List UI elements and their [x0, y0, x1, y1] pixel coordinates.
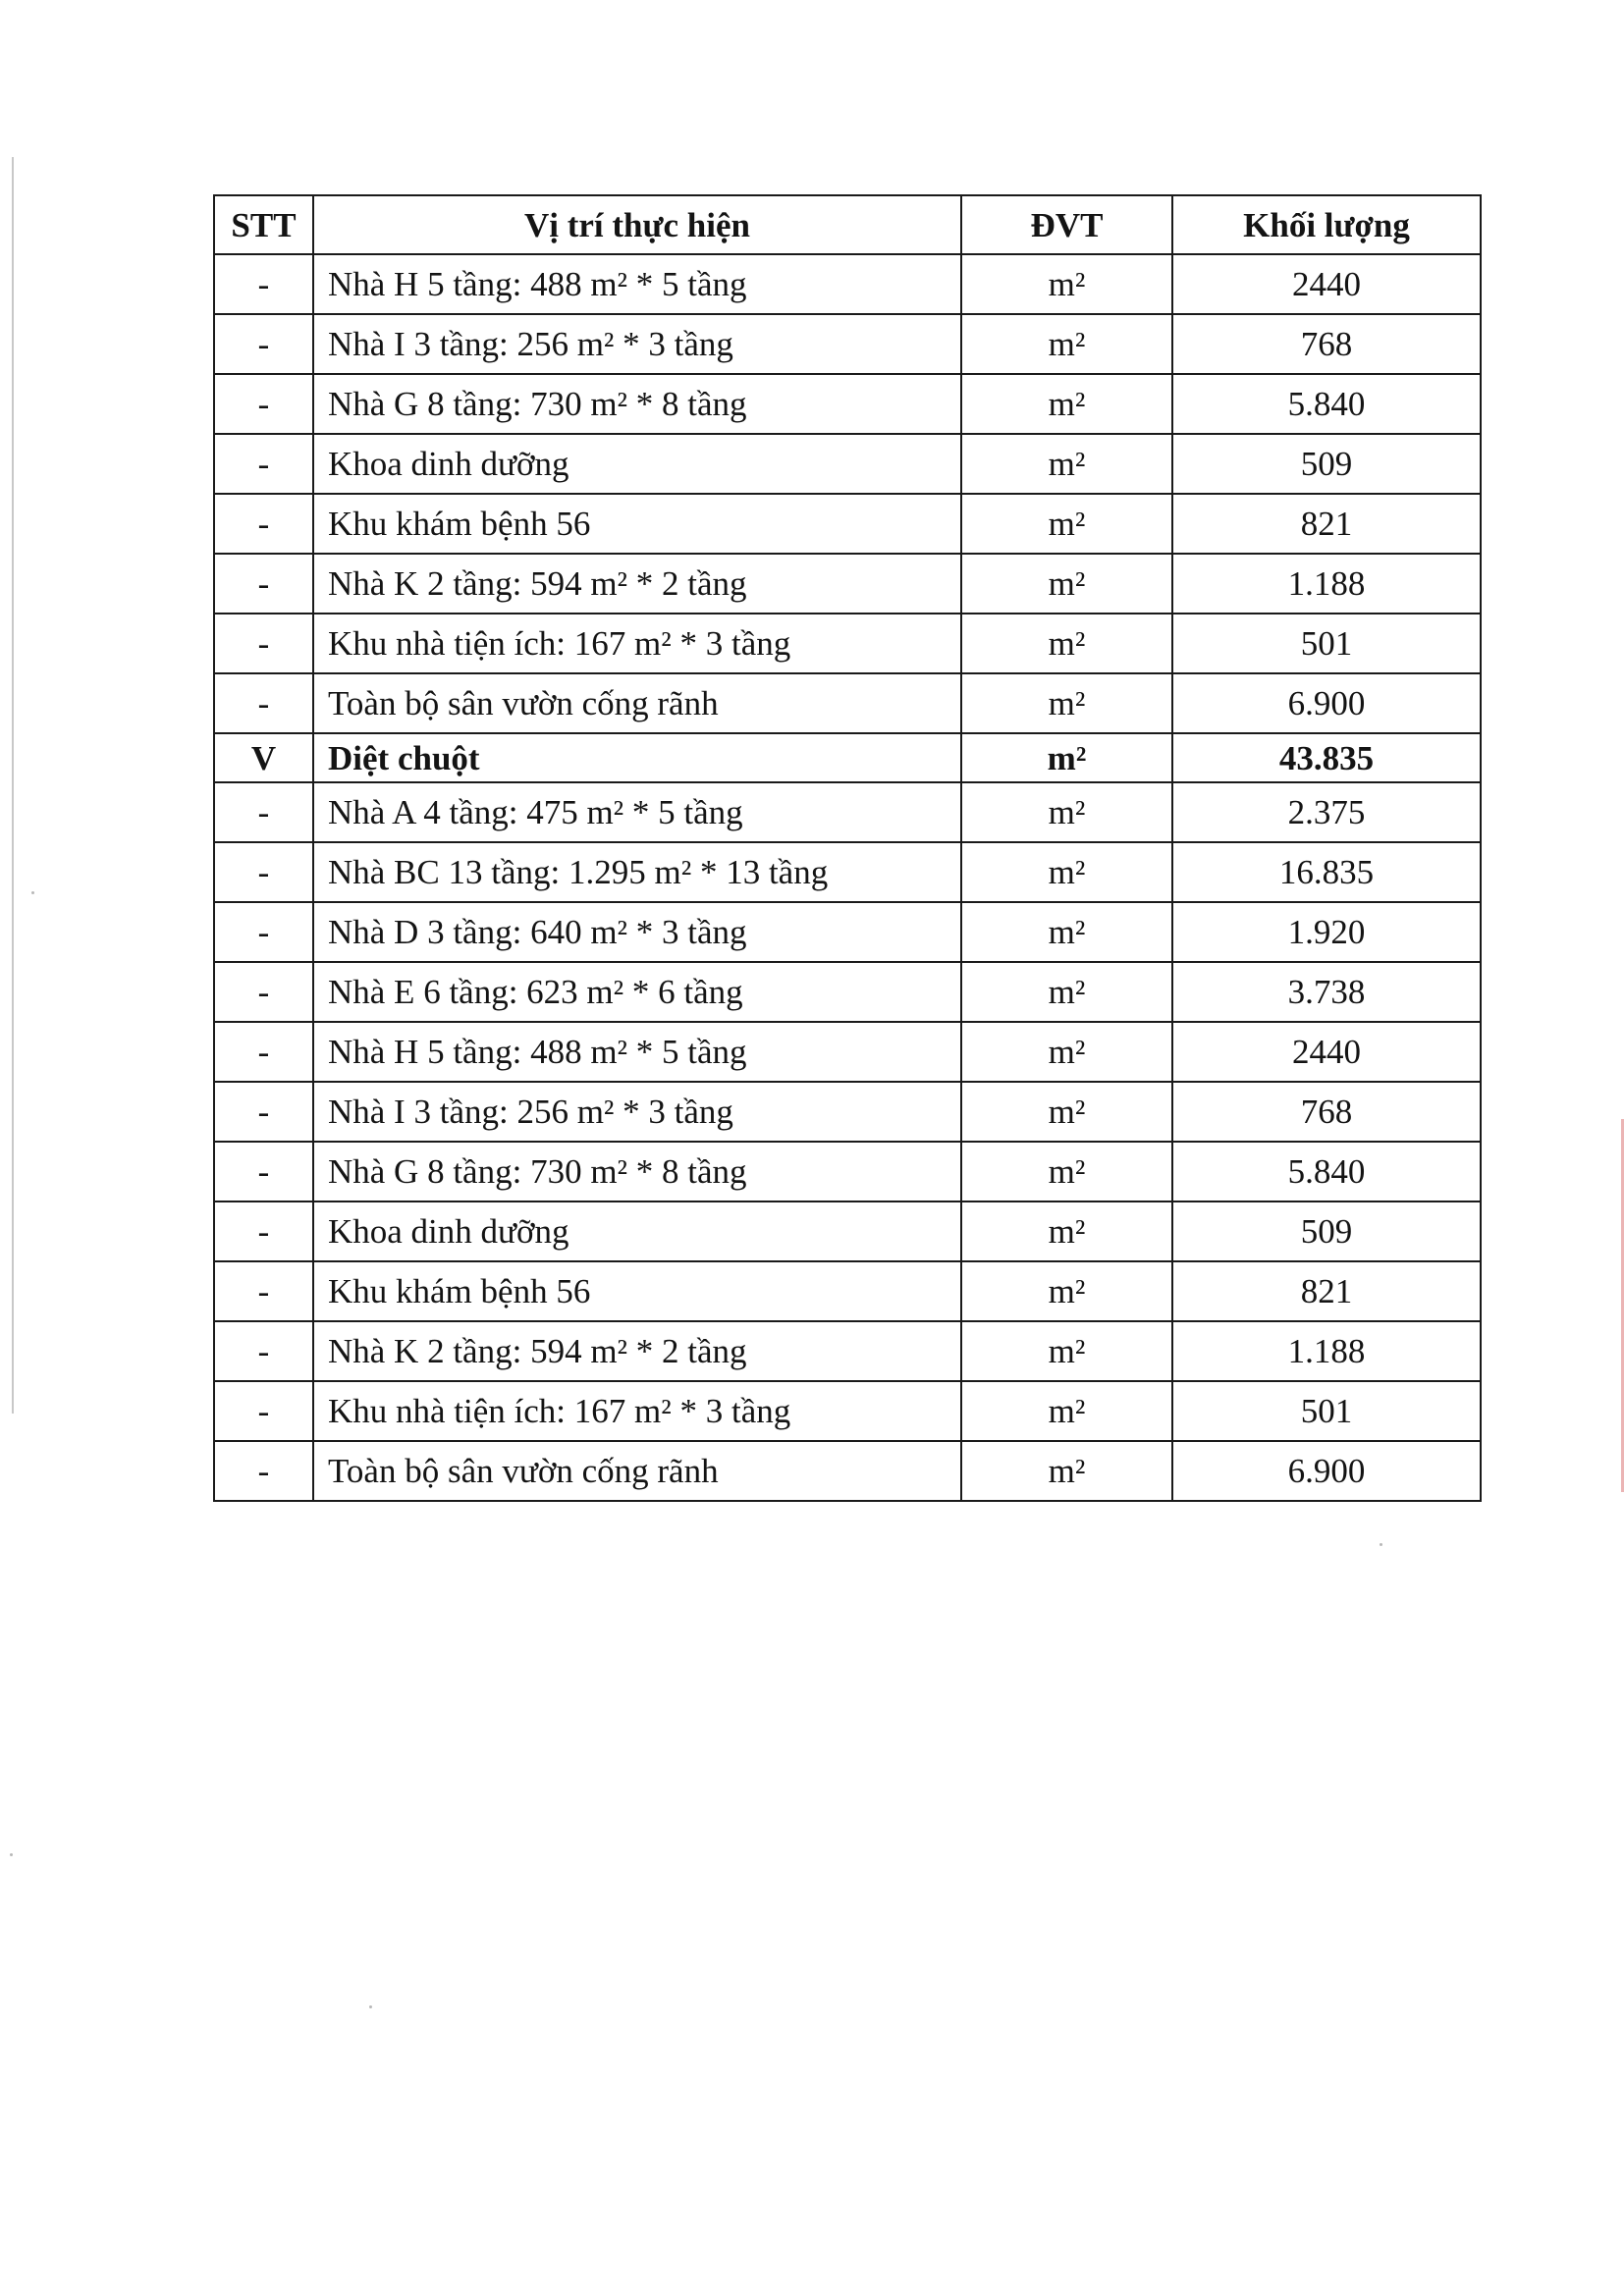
- cell-quantity: 16.835: [1172, 842, 1481, 902]
- cell-quantity: 821: [1172, 1261, 1481, 1321]
- cell-quantity: 6.900: [1172, 673, 1481, 733]
- cell-location: Nhà K 2 tầng: 594 m² * 2 tầng: [313, 554, 961, 614]
- cell-unit: m²: [961, 614, 1172, 673]
- cell-unit: m²: [961, 1082, 1172, 1142]
- cell-quantity: 509: [1172, 1201, 1481, 1261]
- cell-location: Nhà I 3 tầng: 256 m² * 3 tầng: [313, 1082, 961, 1142]
- cell-quantity: 1.188: [1172, 1321, 1481, 1381]
- table-row: [214, 374, 1481, 434]
- table-row: [214, 554, 1481, 614]
- cell-stt: -: [214, 1201, 313, 1261]
- cell-stt: -: [214, 254, 313, 314]
- cell-quantity: 2440: [1172, 254, 1481, 314]
- table-row: [214, 254, 1481, 314]
- cell-location: Khu khám bệnh 56: [313, 1261, 961, 1321]
- table-row: [214, 434, 1481, 494]
- cell-unit: m²: [961, 1261, 1172, 1321]
- cell-location: Khoa dinh dưỡng: [313, 434, 961, 494]
- cell-stt: -: [214, 1441, 313, 1501]
- cell-quantity: 821: [1172, 494, 1481, 554]
- cell-stt: -: [214, 1142, 313, 1201]
- cell-quantity: 3.738: [1172, 962, 1481, 1022]
- cell-quantity: 768: [1172, 314, 1481, 374]
- cell-location: Nhà E 6 tầng: 623 m² * 6 tầng: [313, 962, 961, 1022]
- cell-unit: m²: [961, 1321, 1172, 1381]
- cell-stt: -: [214, 554, 313, 614]
- cell-quantity: 2440: [1172, 1022, 1481, 1082]
- cell-quantity: 509: [1172, 434, 1481, 494]
- cell-stt: -: [214, 902, 313, 962]
- cell-stt: -: [214, 1261, 313, 1321]
- cell-stt: -: [214, 673, 313, 733]
- table-row: [214, 1142, 1481, 1201]
- scan-speck: [10, 1853, 13, 1856]
- cell-location: Nhà K 2 tầng: 594 m² * 2 tầng: [313, 1321, 961, 1381]
- cell-quantity: 768: [1172, 1082, 1481, 1142]
- scan-speck: [1380, 1543, 1382, 1546]
- cell-unit: m²: [961, 673, 1172, 733]
- cell-stt: -: [214, 614, 313, 673]
- cell-unit: m²: [961, 782, 1172, 842]
- cell-stt: -: [214, 1022, 313, 1082]
- header-row: [214, 195, 1481, 254]
- work-volume-table: [213, 194, 1482, 1502]
- table-row: [214, 1022, 1481, 1082]
- cell-location: Nhà G 8 tầng: 730 m² * 8 tầng: [313, 374, 961, 434]
- table-row: [214, 1082, 1481, 1142]
- cell-location: Nhà H 5 tầng: 488 m² * 5 tầng: [313, 254, 961, 314]
- cell-stt: -: [214, 782, 313, 842]
- table-row: [214, 673, 1481, 733]
- cell-unit: m²: [961, 962, 1172, 1022]
- document-page: [213, 194, 1480, 1502]
- cell-stt: -: [214, 1082, 313, 1142]
- cell-quantity: 43.835: [1172, 733, 1481, 782]
- cell-quantity: 501: [1172, 614, 1481, 673]
- cell-quantity: 501: [1172, 1381, 1481, 1441]
- header-unit: ĐVT: [961, 195, 1172, 254]
- scan-speck: [369, 2005, 372, 2008]
- cell-unit: m²: [961, 1441, 1172, 1501]
- cell-location: Khu khám bệnh 56: [313, 494, 961, 554]
- cell-quantity: 1.188: [1172, 554, 1481, 614]
- cell-unit: m²: [961, 554, 1172, 614]
- cell-unit: m²: [961, 1381, 1172, 1441]
- cell-stt: -: [214, 962, 313, 1022]
- cell-stt: -: [214, 494, 313, 554]
- cell-unit: m²: [961, 902, 1172, 962]
- table-row: [214, 902, 1481, 962]
- cell-location: Nhà H 5 tầng: 488 m² * 5 tầng: [313, 1022, 961, 1082]
- table-body: [214, 254, 1481, 1501]
- cell-unit: m²: [961, 254, 1172, 314]
- cell-location: Nhà D 3 tầng: 640 m² * 3 tầng: [313, 902, 961, 962]
- cell-location: Diệt chuột: [313, 733, 961, 782]
- cell-location: Toàn bộ sân vườn cống rãnh: [313, 1441, 961, 1501]
- cell-stt: -: [214, 434, 313, 494]
- cell-unit: m²: [961, 434, 1172, 494]
- scan-edge-line: [12, 157, 14, 1414]
- stamp-edge-mark: [1605, 1119, 1624, 1492]
- cell-location: Khu nhà tiện ích: 167 m² * 3 tầng: [313, 1381, 961, 1441]
- table-row: [214, 1321, 1481, 1381]
- table-row: [214, 782, 1481, 842]
- cell-unit: m²: [961, 1142, 1172, 1201]
- table-header: [214, 195, 1481, 254]
- table-row: [214, 1381, 1481, 1441]
- cell-stt: -: [214, 1381, 313, 1441]
- cell-stt: -: [214, 314, 313, 374]
- cell-location: Khoa dinh dưỡng: [313, 1201, 961, 1261]
- table-row: [214, 962, 1481, 1022]
- cell-unit: m²: [961, 374, 1172, 434]
- cell-stt: -: [214, 842, 313, 902]
- cell-unit: m²: [961, 494, 1172, 554]
- cell-stt: -: [214, 374, 313, 434]
- table-row: [214, 494, 1481, 554]
- table-row: [214, 1441, 1481, 1501]
- cell-location: Toàn bộ sân vườn cống rãnh: [313, 673, 961, 733]
- cell-quantity: 5.840: [1172, 1142, 1481, 1201]
- cell-stt: V: [214, 733, 313, 782]
- header-quantity: Khối lượng: [1172, 195, 1481, 254]
- scan-speck: [31, 891, 34, 894]
- cell-unit: m²: [961, 733, 1172, 782]
- header-stt: STT: [214, 195, 313, 254]
- cell-unit: m²: [961, 314, 1172, 374]
- cell-unit: m²: [961, 842, 1172, 902]
- cell-unit: m²: [961, 1022, 1172, 1082]
- table-row: [214, 614, 1481, 673]
- cell-location: Nhà G 8 tầng: 730 m² * 8 tầng: [313, 1142, 961, 1201]
- table-row: [214, 842, 1481, 902]
- cell-unit: m²: [961, 1201, 1172, 1261]
- table-row: [214, 1201, 1481, 1261]
- cell-quantity: 2.375: [1172, 782, 1481, 842]
- cell-location: Nhà A 4 tầng: 475 m² * 5 tầng: [313, 782, 961, 842]
- cell-location: Nhà BC 13 tầng: 1.295 m² * 13 tầng: [313, 842, 961, 902]
- cell-quantity: 6.900: [1172, 1441, 1481, 1501]
- cell-stt: -: [214, 1321, 313, 1381]
- cell-location: Nhà I 3 tầng: 256 m² * 3 tầng: [313, 314, 961, 374]
- table-row: [214, 314, 1481, 374]
- cell-quantity: 1.920: [1172, 902, 1481, 962]
- cell-quantity: 5.840: [1172, 374, 1481, 434]
- header-location: Vị trí thực hiện: [313, 195, 961, 254]
- cell-location: Khu nhà tiện ích: 167 m² * 3 tầng: [313, 614, 961, 673]
- section-row: [214, 733, 1481, 782]
- table-row: [214, 1261, 1481, 1321]
